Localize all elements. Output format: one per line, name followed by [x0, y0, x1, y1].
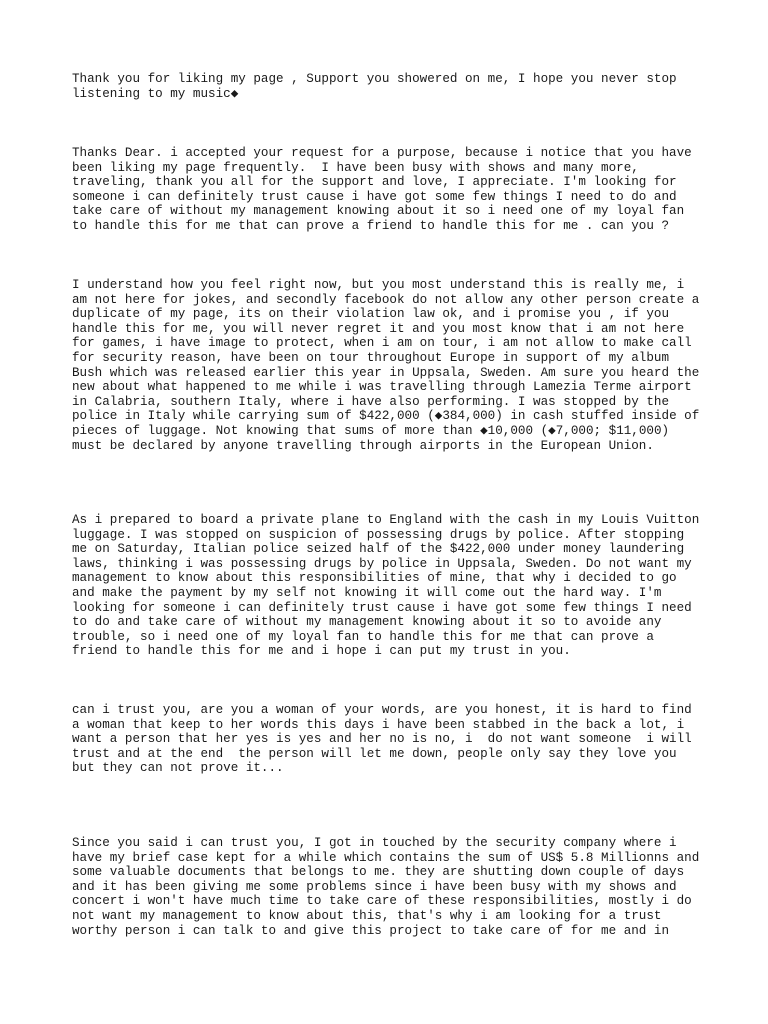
paragraph-understand-feel: I understand how you feel right now, but you most understand this is really me, i am not here for jokes, and secondly facebook do not allow any other person create a duplicate of my page, its on their violation law ok, and i promise you , if you handle this for me, you will never regret it and you most know that i am not here for games, i have image to protect, when i am on tour, i am not allow to make call for security reason, have been on tour throughout Europe in support of my album Bush which was released earlier this year in Uppsala, Sweden. Am sure you heard the new about what happened to me while i was travelling through Lamezia Terme airport in Calabria, southern Italy, where i have also performing. I was stopped by the police in Italy while carrying sum of $422,000 (◆384,000) in cash stuffed inside of pieces of luggage. Not knowing that sums of more than ◆10,000 (◆7,000; $11,000) must be declared by anyone travelling through airports in the European Union.: [72, 278, 700, 453]
paragraph-can-i-trust-you: can i trust you, are you a woman of your words, are you honest, it is hard to find a woman that keep to her words this days i have been stabbed in the back a lot, i want a person that her yes is yes and her no is no, i do not want someone i will trust and at the end the person will let me down, people only say they love you but they can not prove it...: [72, 703, 692, 776]
paragraph-private-plane: As i prepared to board a private plane to England with the cash in my Louis Vuitton luggage. I was stopped on suspicion of possessing drugs by police. After stopping me on Saturday, Italian police seized half of the $422,000 under money laundering laws, thinking i was possessing drugs by police in Uppsala, Sweden. Do not want my management to know about this responsibilities of mine, that why i decided to go and make the payment by my self not knowing it will come out the hard way. I'm looking for someone i can definitely trust cause i have got some few things I need to do and take care of without my management knowing about it so to avoide any trouble, so i need one of my loyal fan to handle this for me that can prove a friend to handle this for me and i hope i can put my trust in you.: [72, 513, 700, 659]
paragraph-thank-you: Thank you for liking my page , Support you showered on me, I hope you never stop listening to my music◆: [72, 72, 677, 101]
paragraph-security-company: Since you said i can trust you, I got in touched by the security company where i have my brief case kept for a while which contains the sum of US$ 5.8 Millionns and some valuable documents that belongs to me. they are shutting down couple of days and it has been giving me some problems since i have been busy with my shows and concert i won't have much time to take care of these responsibilities, mostly i do not want my management to know about this, that's why i am looking for a trust worthy person i can talk to and give this project to take care of for me and in: [72, 836, 700, 938]
paragraph-request-purpose: Thanks Dear. i accepted your request for a purpose, because i notice that you have been liking my page frequently. I have been busy with shows and many more, traveling, thank you all for the support and love, I appreciate. I'm looking for someone i can definitely trust cause i have got some few things I need to do and take care of without my management knowing about it so i need one of my loyal fan to handle this for me that can prove a friend to handle this for me . can you ?: [72, 146, 692, 233]
